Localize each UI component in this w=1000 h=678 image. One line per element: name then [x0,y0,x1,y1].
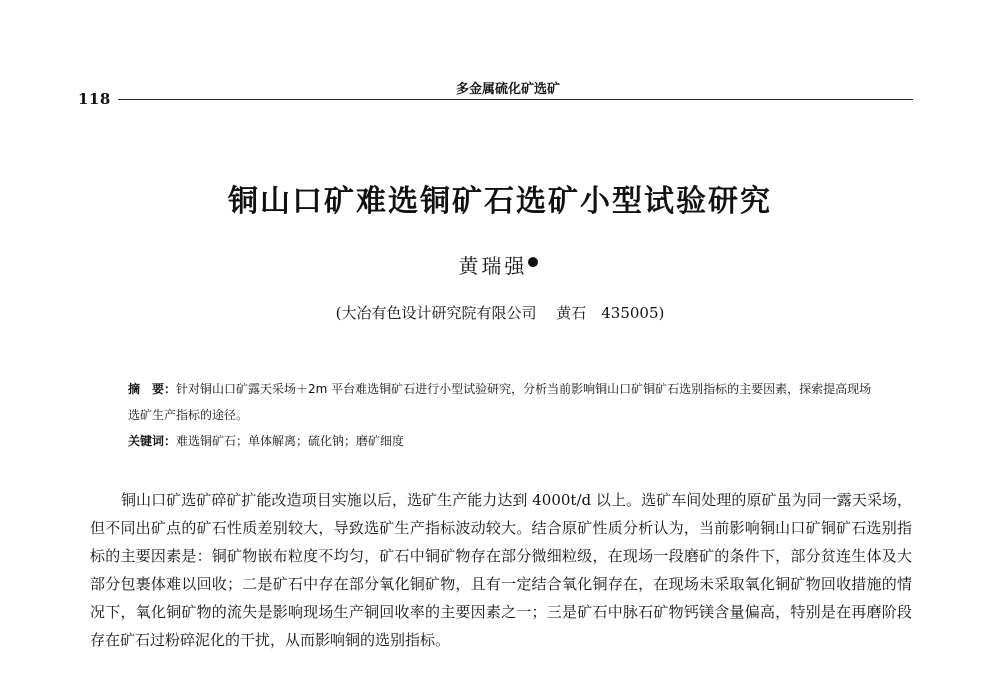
keywords-text: 难选铜矿石；单体解离；硫化钠；磨矿细度 [176,434,405,448]
header-rule [118,99,913,100]
abstract-text: 针对铜山口矿露天采场＋2m 平台难选铜矿石进行小型试验研究，分析当前影响铜山口矿铜矿石选别指标的主要因素，探索提高现场选矿生产指标的途径。 [128,382,872,422]
author-affiliation: (大冶有色设计研究院有限公司 黄石 435005) [335,304,665,322]
author-line [0,250,1000,279]
running-title: 多金属硫化矿选矿 [455,82,560,97]
abstract [128,376,880,428]
author-name: 黄瑞强 [458,254,528,278]
keywords-label: 关键词： [128,434,177,448]
abstract-label: 摘 要： [128,382,177,396]
page-header [78,78,913,108]
page-number: 118 [78,90,111,108]
abstract-block [128,376,880,454]
author-mark: ● [527,254,542,270]
keywords [128,428,880,454]
article-title: 铜山口矿难选铜矿石选矿小型试验研究 [228,184,772,219]
body-paragraph: 铜山口矿选矿碎矿扩能改造项目实施以后，选矿生产能力达到 4000t/d 以上。选矿车间处理的原矿虽为同一露天采场，但不同出矿点的矿石性质差别较大，导致选矿生产指标波动较大。结合原矿性质分析认为，当前影响铜山口矿铜矿石选别指标的主要因素是：铜矿物嵌布粒度不均匀，矿石中铜矿物存在部分微细粒级，在现场一段磨矿的条件下，部分贫连生体及大部分包裹体难以回收；二是矿石中存在部分氧化铜矿物，且有一定结合氧化铜存在，在现场未采取氧化铜矿物回收措施的情况下，氧化铜矿物的流失是影响现场生产铜回收率的主要因素之一；三是矿石中脉石矿物钙镁含量偏高，特别是在再磨阶段存在矿石过粉碎泥化的干扰，从而影响铜的选别指标。 [90,491,912,649]
